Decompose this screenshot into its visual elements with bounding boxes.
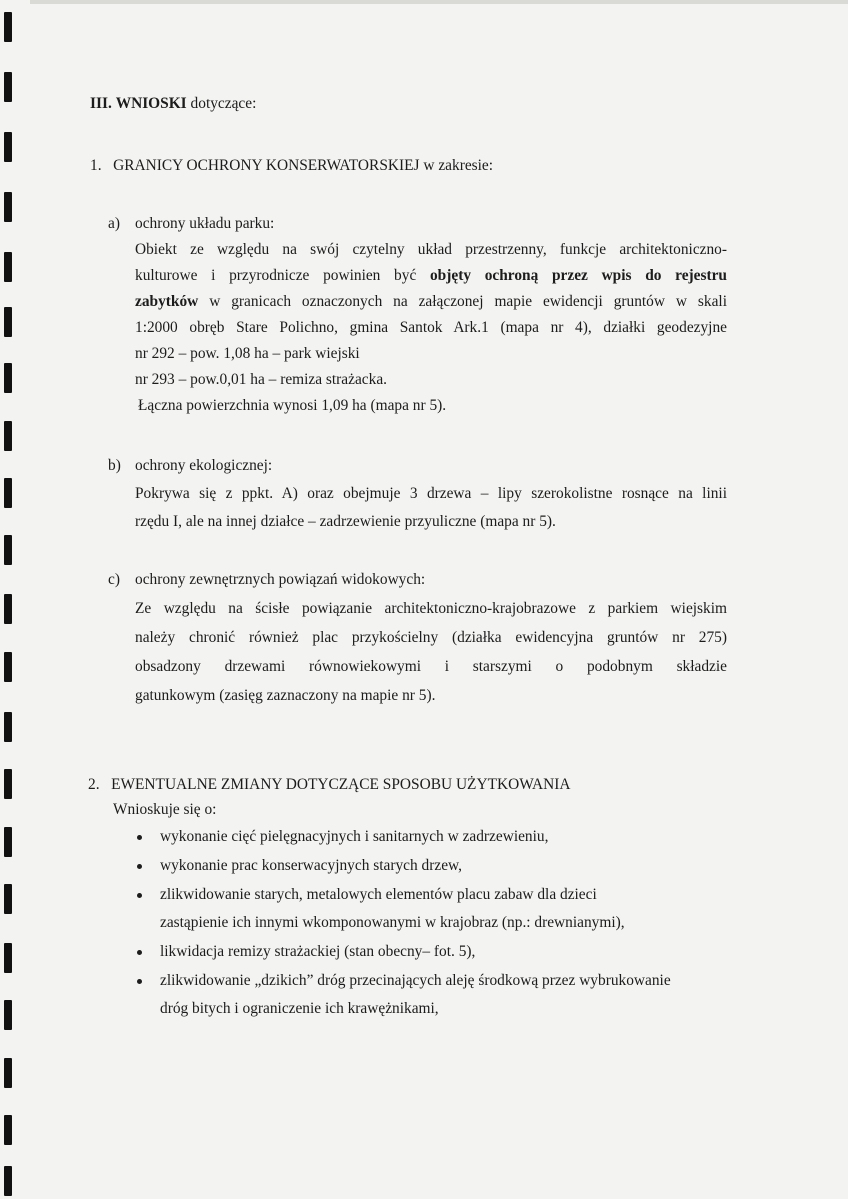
bullet-item-5-continued: dróg bitych i ograniczenie ich krawężnikami, xyxy=(160,1000,439,1017)
item-a-line-3-bold: zabytków xyxy=(135,293,199,310)
point-2-title: EWENTUALNE ZMIANY DOTYCZĄCE SPOSOBU UŻYTKOWANIA xyxy=(111,776,571,793)
item-a-line-2-bold: objęty ochroną przez wpis do rejestru xyxy=(429,267,727,284)
item-a-line-3 xyxy=(135,292,727,312)
point-2-intro: Wnioskuje się o: xyxy=(113,801,217,818)
binding-hole xyxy=(4,535,12,565)
section-heading xyxy=(90,94,256,114)
binding-hole xyxy=(4,712,12,742)
item-b-title: ochrony ekologicznej: xyxy=(135,457,273,474)
point-1-heading xyxy=(90,156,493,176)
item-b-line-1: Pokrywa się z ppkt. A) oraz obejmuje 3 drzewa – lipy szerokolistne rosnące na linii xyxy=(135,485,727,502)
item-c-line-4: gatunkowym (zasięg zaznaczony na mapie nr 5). xyxy=(135,687,436,704)
bullet-item-1: wykonanie cięć pielęgnacyjnych i sanitarnych w zadrzewieniu, xyxy=(160,828,549,845)
binding-hole xyxy=(4,652,12,682)
point-2-heading xyxy=(88,775,571,795)
binding-holes xyxy=(0,0,30,1199)
binding-hole xyxy=(4,594,12,624)
bullet-dot xyxy=(137,950,142,955)
binding-hole xyxy=(4,252,12,282)
item-c-label: c) xyxy=(108,571,120,588)
point-2-number: 2. xyxy=(88,776,100,793)
item-c-title: ochrony zewnętrznych powiązań widokowych: xyxy=(135,571,426,588)
binding-hole xyxy=(4,769,12,799)
bullet-dot xyxy=(137,835,142,840)
binding-hole xyxy=(4,72,12,102)
binding-hole xyxy=(4,363,12,393)
binding-hole xyxy=(4,827,12,857)
item-b-label: b) xyxy=(108,457,121,474)
binding-hole xyxy=(4,132,12,162)
item-a-line-5: nr 292 – pow. 1,08 ha – park wiejski xyxy=(135,345,360,362)
bullet-item-4: likwidacja remizy strażackiej (stan obecny– fot. 5), xyxy=(160,943,476,960)
item-a-line-1: Obiekt ze względu na swój czytelny układ przestrzenny, funkcje architektoniczno- xyxy=(135,241,727,258)
section-title: WNIOSKI xyxy=(115,95,187,112)
binding-hole xyxy=(4,884,12,914)
item-b-line-2: rzędu I, ale na innej działce – zadrzewienie przyuliczne (mapa nr 5). xyxy=(135,513,556,530)
item-a-line-4: 1:2000 obręb Stare Polichno, gmina Santok Ark.1 (mapa nr 4), działki geodezyjne xyxy=(135,319,727,336)
point-1-title: GRANICY OCHRONY KONSERWATORSKIEJ xyxy=(113,157,420,174)
bullet-dot xyxy=(137,864,142,869)
item-a-line-3-text: w granicach oznaczonych na załączonej mapie ewidencji gruntów w skali xyxy=(198,293,727,310)
bullet-dot xyxy=(137,893,142,898)
section-number: III. xyxy=(90,95,112,112)
item-c-line-3: obsadzony drzewami równowiekowymi i starszymi o podobnym składzie xyxy=(135,658,727,675)
item-a-title: ochrony układu parku: xyxy=(135,215,275,232)
item-a-line-7: Łączna powierzchnia wynosi 1,09 ha (mapa nr 5). xyxy=(138,397,447,414)
bullet-item-3: zlikwidowanie starych, metalowych elementów placu zabaw dla dzieci xyxy=(160,886,597,903)
binding-hole xyxy=(4,1000,12,1030)
binding-hole xyxy=(4,192,12,222)
scan-top-edge xyxy=(30,0,848,4)
binding-hole xyxy=(4,478,12,508)
item-c-line-2: należy chronić również plac przykościelny (działka ewidencyjna gruntów nr 275) xyxy=(135,629,727,646)
item-a-label: a) xyxy=(108,215,120,232)
bullet-item-3-continued: zastąpienie ich innymi wkomponowanymi w krajobraz (np.: drewnianymi), xyxy=(160,914,625,931)
binding-hole xyxy=(4,1115,12,1145)
binding-hole xyxy=(4,307,12,337)
binding-hole xyxy=(4,943,12,973)
binding-hole xyxy=(4,1166,12,1196)
section-suffix: dotyczące: xyxy=(190,95,257,112)
item-a-line-6: nr 293 – pow.0,01 ha – remiza strażacka. xyxy=(135,371,387,388)
point-1-number: 1. xyxy=(90,157,102,174)
bullet-item-2: wykonanie prac konserwacyjnych starych drzew, xyxy=(160,857,462,874)
item-a-line-2-text: kulturowe i przyrodnicze powinien być xyxy=(135,267,430,284)
bullet-dot xyxy=(137,979,142,984)
item-a-line-2 xyxy=(135,266,727,286)
point-1-suffix: w zakresie: xyxy=(423,157,494,174)
binding-hole xyxy=(4,12,12,42)
binding-hole xyxy=(4,1058,12,1088)
item-c-line-1: Ze względu na ścisłe powiązanie architektoniczno-krajobrazowe z parkiem wiejskim xyxy=(135,600,727,617)
binding-hole xyxy=(4,421,12,451)
bullet-item-5: zlikwidowanie „dzikich” dróg przecinających aleję środkową przez wybrukowanie xyxy=(160,972,671,989)
